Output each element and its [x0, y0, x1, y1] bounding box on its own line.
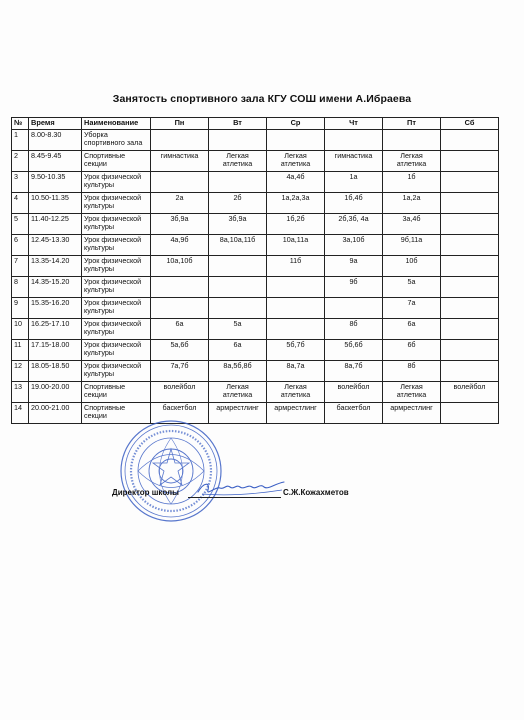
- cell-number: 10: [12, 319, 29, 340]
- cell-time: 10.50-11.35: [29, 193, 82, 214]
- cell-tue: [209, 256, 267, 277]
- cell-time: 11.40-12.25: [29, 214, 82, 235]
- cell-sat: [441, 235, 499, 256]
- cell-number: 14: [12, 403, 29, 424]
- cell-mon: волейбол: [151, 382, 209, 403]
- cell-number: 9: [12, 298, 29, 319]
- document-title: Занятость спортивного зала КГУ СОШ имени А.Ибраева: [112, 93, 412, 105]
- signature-block: [0, 488, 524, 500]
- cell-fri: 6а: [383, 319, 441, 340]
- cell-sat: [441, 277, 499, 298]
- cell-fri: армрестлинг: [383, 403, 441, 424]
- cell-number: 4: [12, 193, 29, 214]
- cell-number: 6: [12, 235, 29, 256]
- cell-name: Урок физической культуры: [82, 256, 151, 277]
- cell-thu: 9б: [325, 277, 383, 298]
- table-row: [12, 256, 499, 277]
- cell-time: 8.00-8.30: [29, 130, 82, 151]
- cell-time: 14.35-15.20: [29, 277, 82, 298]
- cell-number: 2: [12, 151, 29, 172]
- cell-wed: 10а,11а: [267, 235, 325, 256]
- cell-wed: 8а,7а: [267, 361, 325, 382]
- cell-time: 9.50-10.35: [29, 172, 82, 193]
- cell-fri: 1а,2а: [383, 193, 441, 214]
- cell-name: Урок физической культуры: [82, 214, 151, 235]
- table-row: [12, 340, 499, 361]
- cell-wed: [267, 277, 325, 298]
- cell-sat: [441, 256, 499, 277]
- cell-tue: 3б,9а: [209, 214, 267, 235]
- cell-thu: [325, 130, 383, 151]
- cell-thu: 5б,6б: [325, 340, 383, 361]
- header-tue: Вт: [209, 118, 267, 130]
- cell-thu: 1а: [325, 172, 383, 193]
- cell-mon: [151, 277, 209, 298]
- cell-number: 7: [12, 256, 29, 277]
- cell-thu: [325, 298, 383, 319]
- cell-sat: [441, 340, 499, 361]
- cell-sat: [441, 361, 499, 382]
- cell-fri: 8б: [383, 361, 441, 382]
- cell-number: 12: [12, 361, 29, 382]
- cell-fri: 5а: [383, 277, 441, 298]
- cell-time: 12.45-13.30: [29, 235, 82, 256]
- cell-sat: волейбол: [441, 382, 499, 403]
- table-body: [12, 130, 499, 424]
- cell-time: 8.45-9.45: [29, 151, 82, 172]
- cell-tue: 6а: [209, 340, 267, 361]
- table-row: [12, 172, 499, 193]
- cell-fri: 10б: [383, 256, 441, 277]
- cell-name: Урок физической культуры: [82, 319, 151, 340]
- cell-fri: [383, 130, 441, 151]
- cell-fri: Легкая атлетика: [383, 151, 441, 172]
- cell-fri: Легкая атлетика: [383, 382, 441, 403]
- official-stamp: [118, 418, 224, 524]
- table-row: [12, 319, 499, 340]
- cell-time: 19.00-20.00: [29, 382, 82, 403]
- cell-sat: [441, 151, 499, 172]
- table-row: [12, 151, 499, 172]
- cell-time: 16.25-17.10: [29, 319, 82, 340]
- cell-sat: [441, 193, 499, 214]
- table-row: [12, 298, 499, 319]
- cell-name: Урок физической культуры: [82, 277, 151, 298]
- cell-mon: [151, 130, 209, 151]
- cell-thu: 2б,3б, 4а: [325, 214, 383, 235]
- table-row: [12, 277, 499, 298]
- cell-mon: 10а,10б: [151, 256, 209, 277]
- cell-tue: 8а,5б,8б: [209, 361, 267, 382]
- header-number: №: [12, 118, 29, 130]
- cell-fri: 1б: [383, 172, 441, 193]
- cell-number: 11: [12, 340, 29, 361]
- cell-wed: 4а,4б: [267, 172, 325, 193]
- cell-number: 3: [12, 172, 29, 193]
- cell-name: Урок физической культуры: [82, 298, 151, 319]
- header-time: Время: [29, 118, 82, 130]
- cell-wed: [267, 130, 325, 151]
- table-row: [12, 193, 499, 214]
- cell-fri: 3а,4б: [383, 214, 441, 235]
- cell-number: 5: [12, 214, 29, 235]
- cell-wed: [267, 319, 325, 340]
- cell-wed: 1б,2б: [267, 214, 325, 235]
- cell-thu: 8б: [325, 319, 383, 340]
- cell-mon: баскетбол: [151, 403, 209, 424]
- cell-fri: 7а: [383, 298, 441, 319]
- cell-sat: [441, 172, 499, 193]
- cell-fri: 9б,11а: [383, 235, 441, 256]
- table-row: [12, 214, 499, 235]
- cell-number: 8: [12, 277, 29, 298]
- cell-thu: 8а,7б: [325, 361, 383, 382]
- header-mon: Пн: [151, 118, 209, 130]
- cell-time: 17.15-18.00: [29, 340, 82, 361]
- cell-wed: 11б: [267, 256, 325, 277]
- cell-wed: 1а,2а,3а: [267, 193, 325, 214]
- cell-thu: баскетбол: [325, 403, 383, 424]
- header-name: Наименование: [82, 118, 151, 130]
- cell-thu: 9а: [325, 256, 383, 277]
- cell-tue: [209, 172, 267, 193]
- cell-name: Урок физической культуры: [82, 235, 151, 256]
- cell-number: 13: [12, 382, 29, 403]
- cell-mon: [151, 172, 209, 193]
- cell-sat: [441, 319, 499, 340]
- cell-wed: Легкая атлетика: [267, 151, 325, 172]
- cell-sat: [441, 403, 499, 424]
- cell-time: 13.35-14.20: [29, 256, 82, 277]
- cell-tue: Легкая атлетика: [209, 151, 267, 172]
- schedule-table: [11, 117, 499, 424]
- cell-mon: гимнастика: [151, 151, 209, 172]
- cell-mon: 7а,7б: [151, 361, 209, 382]
- cell-mon: [151, 298, 209, 319]
- header-sat: Сб: [441, 118, 499, 130]
- cell-name: Спортивные секции: [82, 403, 151, 424]
- cell-name: Спортивные секции: [82, 151, 151, 172]
- table-row: [12, 382, 499, 403]
- director-name: С.Ж.Кожахметов: [283, 488, 349, 497]
- table-row: [12, 235, 499, 256]
- cell-fri: 6б: [383, 340, 441, 361]
- cell-mon: 4а,9б: [151, 235, 209, 256]
- cell-wed: армрестлинг: [267, 403, 325, 424]
- cell-name: Урок физической культуры: [82, 340, 151, 361]
- cell-sat: [441, 298, 499, 319]
- cell-tue: [209, 130, 267, 151]
- cell-sat: [441, 214, 499, 235]
- cell-tue: [209, 277, 267, 298]
- cell-thu: гимнастика: [325, 151, 383, 172]
- header-thu: Чт: [325, 118, 383, 130]
- cell-time: 18.05-18.50: [29, 361, 82, 382]
- cell-tue: 2б: [209, 193, 267, 214]
- header-wed: Ср: [267, 118, 325, 130]
- cell-time: 15.35-16.20: [29, 298, 82, 319]
- cell-name: Спортивные секции: [82, 382, 151, 403]
- cell-name: Уборка спортивного зала: [82, 130, 151, 151]
- cell-number: 1: [12, 130, 29, 151]
- cell-tue: [209, 298, 267, 319]
- cell-mon: 3б,9а: [151, 214, 209, 235]
- cell-name: Урок физической культуры: [82, 193, 151, 214]
- cell-tue: 5а: [209, 319, 267, 340]
- signature-line: [188, 497, 281, 498]
- cell-time: 20.00-21.00: [29, 403, 82, 424]
- cell-wed: Легкая атлетика: [267, 382, 325, 403]
- director-label: Директор школы: [112, 488, 179, 497]
- cell-wed: 5б,7б: [267, 340, 325, 361]
- cell-name: Урок физической культуры: [82, 361, 151, 382]
- header-fri: Пт: [383, 118, 441, 130]
- table-row: [12, 361, 499, 382]
- cell-sat: [441, 130, 499, 151]
- cell-thu: 1б,4б: [325, 193, 383, 214]
- cell-thu: волейбол: [325, 382, 383, 403]
- cell-mon: 2а: [151, 193, 209, 214]
- cell-name: Урок физической культуры: [82, 172, 151, 193]
- table-row: [12, 403, 499, 424]
- cell-tue: 8а,10а,11б: [209, 235, 267, 256]
- cell-tue: Легкая атлетика: [209, 382, 267, 403]
- cell-mon: 5а,6б: [151, 340, 209, 361]
- table-header-row: [12, 118, 499, 130]
- cell-mon: 6а: [151, 319, 209, 340]
- cell-thu: 3а,10б: [325, 235, 383, 256]
- cell-tue: армрестлинг: [209, 403, 267, 424]
- table-row: [12, 130, 499, 151]
- cell-wed: [267, 298, 325, 319]
